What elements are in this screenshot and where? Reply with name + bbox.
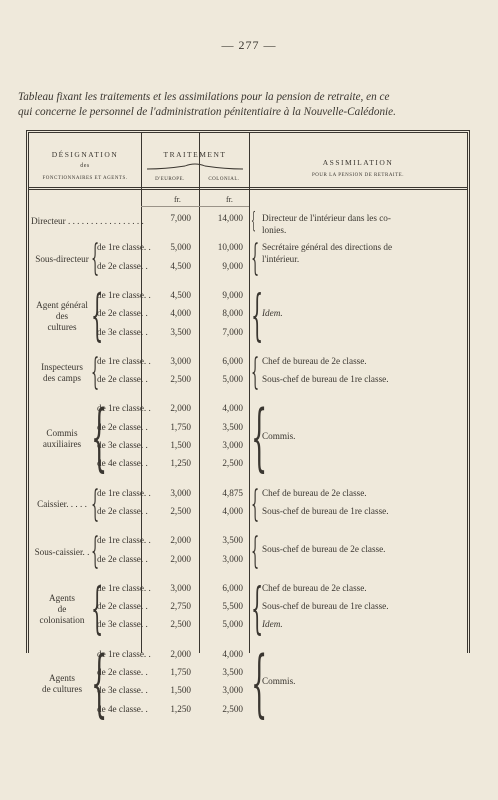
units-rule	[141, 206, 249, 207]
salary-europe: 3,000	[170, 487, 191, 498]
salary-europe: 2,000	[170, 648, 191, 659]
group-name: Caissier. . . . .	[37, 499, 87, 510]
header-designation: DÉSIGNATION	[51, 150, 119, 159]
classe-label: de 3e classe. .	[97, 685, 148, 696]
group-name: Sous-caissier. .	[34, 547, 90, 557]
classe-label: de 1re classe. .	[97, 535, 151, 546]
assimilation-text: Commis.	[262, 430, 296, 441]
classe-label: de 2e classe. .	[97, 505, 148, 516]
classe-label: de 2e classe. .	[97, 308, 148, 319]
group-name: Agents	[48, 592, 76, 603]
assimilation-text: Chef de bureau de 2e classe.	[262, 582, 367, 593]
classe-label: de 2e classe. .	[97, 421, 148, 432]
classe-label: de 3e classe. .	[97, 326, 148, 337]
salary-colonial: 3,000	[222, 685, 243, 696]
salary-colonial: 3,500	[222, 667, 243, 677]
salary-colonial: 4,875	[222, 487, 243, 498]
salary-europe: 2,500	[170, 505, 191, 516]
salary-colonial: 8,000	[222, 308, 243, 319]
group-name: de cultures	[41, 684, 83, 695]
group-name: des	[55, 310, 69, 321]
header-des: des	[80, 163, 90, 169]
page-number: — 277 —	[221, 38, 277, 52]
classe-label: de 1re classe. .	[97, 582, 151, 593]
col-rule-1	[141, 133, 142, 653]
salary-colonial: 3,000	[222, 440, 243, 450]
classe-label: de 1re classe. .	[97, 289, 151, 300]
assimilation-text: Sous-chef de bureau de 1re classe.	[262, 505, 389, 516]
classe-label: de 3e classe. .	[97, 440, 148, 450]
group-brace: {	[91, 481, 100, 525]
salary-europe: 3,500	[170, 326, 191, 337]
classe-label: de 2e classe. .	[97, 260, 148, 271]
header-pension: POUR LA PENSION DE RETRAITE.	[312, 173, 404, 178]
salary-europe: 1,500	[170, 440, 191, 450]
salary-colonial: 2,500	[222, 458, 243, 469]
group-brace: {	[91, 349, 100, 393]
unit-colonial: fr.	[226, 195, 233, 204]
group-brace: {	[91, 395, 108, 481]
header-europe: D'EUROPE.	[155, 177, 185, 182]
assim-brace: {	[251, 575, 264, 640]
assimilation-text: Directeur de l'intérieur dans les co-	[262, 213, 391, 223]
assimilation-text: Idem.	[262, 619, 283, 630]
assimilation-text: Chef de bureau de 2e classe.	[262, 355, 367, 366]
assim-brace: {	[251, 349, 260, 393]
salary-colonial: 3,500	[222, 421, 243, 432]
group-name: de	[57, 603, 67, 614]
salary-europe: 1,750	[170, 421, 191, 432]
classe-label: de 1re classe. .	[97, 403, 151, 414]
group-brace: {	[91, 575, 104, 640]
assimilation-text: Commis.	[262, 676, 296, 687]
assim-brace: {	[251, 481, 260, 525]
header-assimilation: ASSIMILATION	[322, 158, 394, 167]
salary-table	[26, 130, 470, 726]
assim-brace: {	[251, 640, 268, 726]
salary-colonial: 14,000	[217, 213, 243, 223]
salary-europe: 1,250	[170, 458, 191, 469]
salary-europe: 2,000	[170, 535, 191, 546]
salary-colonial: 3,500	[222, 535, 243, 546]
assimilation-text: Sous-chef de bureau de 2e classe.	[262, 544, 386, 555]
salary-colonial: 3,000	[222, 553, 243, 564]
group-name: Sous-directeur	[35, 254, 89, 265]
header-colonial: COLONIAL.	[208, 177, 240, 182]
classe-label: de 4e classe. .	[97, 458, 148, 469]
unit-europe: fr.	[174, 195, 181, 204]
classe-label: de 1re classe. .	[97, 487, 151, 498]
col-rule-3	[249, 133, 250, 653]
classe-label: de 2e classe. .	[97, 667, 148, 677]
classe-label: de 2e classe. .	[97, 553, 148, 564]
caption-line-2: qui concerne le personnel de l'administration pénitentiaire à la Nouvelle-Calédonie.	[18, 105, 396, 118]
group-brace: {	[91, 282, 104, 347]
assimilation-text: l'intérieur.	[262, 253, 300, 264]
salary-europe: 4,500	[170, 260, 191, 271]
group-name: colonisation	[39, 614, 85, 625]
group-name: Commis	[46, 428, 78, 438]
salary-colonial: 5,000	[222, 374, 243, 385]
header-fonctionnaires: FONCTIONNAIRES ET AGENTS.	[42, 176, 128, 181]
classe-label: de 1re classe. .	[97, 355, 151, 366]
salary-europe: 2,000	[170, 403, 191, 414]
group-brace: {	[91, 640, 108, 726]
salary-europe: 1,500	[170, 685, 191, 696]
classe-label: de 1re classe. .	[97, 648, 151, 659]
classe-label: de 4e classe. .	[97, 703, 148, 714]
salary-europe: 1,250	[170, 703, 191, 714]
assim-brace: {	[251, 395, 268, 481]
header-traitement: TRAITEMENT	[163, 150, 227, 159]
header-rule-2	[29, 189, 467, 190]
classe-label: de 3e classe. .	[97, 619, 148, 630]
salary-europe: 7,000	[170, 213, 191, 223]
salary-colonial: 6,000	[222, 355, 243, 366]
salary-colonial: 7,000	[222, 326, 243, 337]
salary-europe: 1,750	[170, 667, 191, 677]
group-name: auxiliaires	[42, 439, 82, 449]
group-name: des camps	[42, 373, 81, 384]
salary-europe: 2,750	[170, 601, 191, 612]
assimilation-text: Chef de bureau de 2e classe.	[262, 487, 367, 498]
header-brace-line	[145, 160, 245, 172]
salary-colonial: 9,000	[222, 260, 243, 271]
assim-brace: {	[251, 282, 264, 347]
assimilation-text: Sous-chef de bureau de 1re classe.	[262, 374, 389, 385]
salary-colonial: 10,000	[217, 242, 243, 253]
salary-europe: 5,000	[170, 242, 191, 253]
salary-europe: 4,000	[170, 308, 191, 319]
group-name: cultures	[47, 321, 77, 332]
salary-europe: 2,000	[170, 553, 191, 564]
group-name: Inspecteurs	[41, 362, 83, 373]
caption-line-1: Tableau fixant les traitements et les assimilations pour la pension de retraite, en ce	[18, 91, 390, 103]
classe-label: de 2e classe. .	[97, 374, 148, 385]
salary-europe: 2,500	[170, 374, 191, 385]
assim-brace: {	[251, 236, 260, 280]
salary-colonial: 5,500	[222, 601, 243, 612]
salary-colonial: 4,000	[222, 403, 243, 414]
salary-colonial: 5,000	[222, 619, 243, 630]
group-brace: {	[91, 236, 100, 280]
assim-brace: {	[251, 209, 256, 234]
assimilation-text: lonies.	[262, 224, 287, 235]
salary-colonial: 6,000	[222, 582, 243, 593]
assimilation-text: Idem.	[262, 308, 283, 319]
salary-colonial: 2,500	[222, 703, 243, 714]
group-name: Agent général	[36, 299, 88, 310]
assimilation-text: Secrétaire général des directions de	[262, 242, 393, 253]
salary-europe: 3,000	[170, 582, 191, 593]
salary-colonial: 9,000	[222, 289, 243, 300]
col-rule-2	[199, 133, 200, 653]
classe-label: de 1re classe. .	[97, 242, 151, 253]
group-name: Directeur . . . . . . . . . . . . . . . . .	[31, 215, 144, 226]
salary-europe: 3,000	[170, 355, 191, 366]
group-name: Agents	[48, 673, 76, 684]
assimilation-text: Sous-chef de bureau de 1re classe.	[262, 601, 389, 612]
header-rule	[29, 187, 467, 188]
table-caption	[18, 90, 484, 119]
salary-europe: 4,500	[170, 289, 191, 300]
classe-label: de 2e classe. .	[97, 601, 148, 612]
group-brace: {	[91, 529, 100, 573]
salary-colonial: 4,000	[222, 505, 243, 516]
salary-europe: 2,500	[170, 619, 191, 630]
assim-brace: {	[251, 529, 260, 573]
salary-colonial: 4,000	[222, 648, 243, 659]
